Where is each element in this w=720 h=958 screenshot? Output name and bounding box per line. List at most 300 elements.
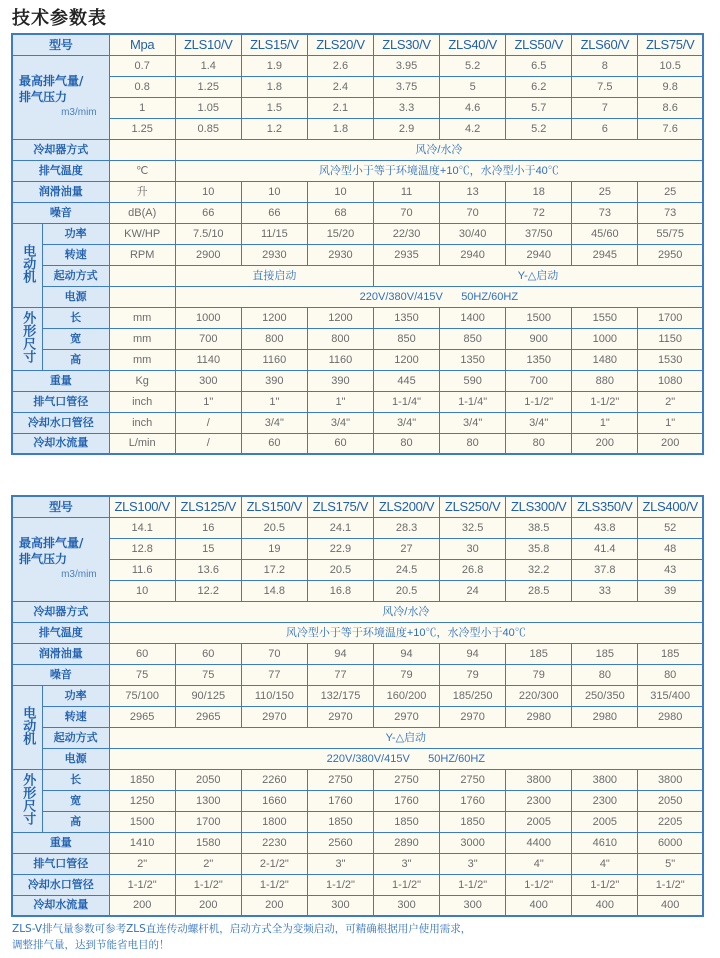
row-label-water-flow: 冷却水流量: [12, 433, 109, 454]
header-model-name: ZLS40/V: [440, 34, 506, 55]
air-label-line-2: 排气压力: [19, 90, 68, 104]
table-row: [12, 118, 703, 139]
value-cell: 250/350: [572, 685, 638, 706]
air-value-cell: 32.2: [506, 559, 572, 580]
value-cell: 160/200: [374, 685, 440, 706]
air-value-cell: 7.5: [572, 76, 638, 97]
value-cell: 70: [440, 202, 506, 223]
start-value-star-delta: Y-△启动: [374, 265, 704, 286]
value-cell: 68: [307, 202, 373, 223]
unit-cell: 升: [109, 181, 175, 202]
air-value-cell: 2.4: [307, 76, 373, 97]
value-cell: 2965: [175, 706, 241, 727]
header-model-name: ZLS15/V: [241, 34, 307, 55]
value-cell: 2300: [572, 790, 638, 811]
air-value-cell: 1.25: [175, 76, 241, 97]
value-cell: 10: [241, 181, 307, 202]
value-cell: 4": [506, 853, 572, 874]
table-row: [12, 496, 703, 517]
air-value-cell: 17.2: [241, 559, 307, 580]
value-cell: 1-1/2": [374, 874, 440, 895]
value-cell: 2970: [374, 706, 440, 727]
value-cell: 390: [307, 370, 373, 391]
value-cell: 1-1/2": [506, 874, 572, 895]
value-cell: 2970: [307, 706, 373, 727]
header-model-name: ZLS50/V: [506, 34, 572, 55]
table-row: [12, 286, 703, 307]
air-value-cell: 28.5: [506, 580, 572, 601]
table-row: [12, 76, 703, 97]
value-cell: 1350: [506, 349, 572, 370]
value-cell: 66: [175, 202, 241, 223]
table-row: [12, 223, 703, 244]
value-cell: 1580: [175, 832, 241, 853]
value-cell: 1350: [374, 307, 440, 328]
row-label-width: 宽: [42, 790, 109, 811]
value-cell: 1200: [307, 307, 373, 328]
value-cell: 2980: [506, 706, 572, 727]
header-model-name: ZLS200/V: [374, 496, 440, 517]
row-label-width: 宽: [42, 328, 109, 349]
value-cell: 15/20: [307, 223, 373, 244]
table-row: [12, 55, 703, 76]
header-model-name: ZLS100/V: [109, 496, 175, 517]
value-cell: 1-1/2": [572, 391, 638, 412]
air-value-cell: 19: [241, 538, 307, 559]
air-unit-label: m3/mim: [61, 569, 97, 580]
value-cell: 1760: [440, 790, 506, 811]
header-model-name: ZLS20/V: [307, 34, 373, 55]
value-cell: 3": [374, 853, 440, 874]
air-value-cell: 8.6: [638, 97, 703, 118]
row-label-supply: 电源: [42, 286, 109, 307]
value-cell: 1160: [307, 349, 373, 370]
value-cell: 1-1/2": [307, 874, 373, 895]
value-cell: 1800: [241, 811, 307, 832]
value-cell: 1550: [572, 307, 638, 328]
value-cell: 850: [440, 328, 506, 349]
header-unit: Mpa: [109, 34, 175, 55]
value-cell: 70: [374, 202, 440, 223]
value-cell: 3/4": [241, 412, 307, 433]
value-cell: 2": [109, 853, 175, 874]
air-value-cell: 8: [572, 55, 638, 76]
air-value-cell: 5.2: [440, 55, 506, 76]
row-label-cooling: 冷却器方式: [12, 601, 109, 622]
value-cell: 3": [307, 853, 373, 874]
group-label-motor-text: 电动机: [20, 243, 36, 283]
value-cell: 2965: [109, 706, 175, 727]
row-label-water-port: 冷却水口管径: [12, 874, 109, 895]
value-cell: 80: [506, 433, 572, 454]
start-value: Y-△启动: [109, 727, 703, 748]
row-label-start: 起动方式: [42, 727, 109, 748]
value-cell: 13: [440, 181, 506, 202]
air-value-cell: 28.3: [374, 517, 440, 538]
value-cell: 1080: [638, 370, 703, 391]
air-value-cell: 16.8: [307, 580, 373, 601]
value-cell: 185/250: [440, 685, 506, 706]
row-label-air-pressure: [12, 517, 109, 601]
value-cell: /: [175, 412, 241, 433]
group-label-dimensions-text: 外形尺寸: [20, 772, 36, 825]
start-value-direct: 直接启动: [175, 265, 373, 286]
value-cell: 800: [241, 328, 307, 349]
air-value-cell: 12.2: [175, 580, 241, 601]
row-label-oil: 润滑油量: [12, 181, 109, 202]
value-cell: 1160: [241, 349, 307, 370]
row-label-water-port: 冷却水口管径: [12, 412, 109, 433]
value-cell: 55/75: [638, 223, 703, 244]
value-cell: 80: [440, 433, 506, 454]
value-cell: 72: [506, 202, 572, 223]
value-cell: 2": [175, 853, 241, 874]
value-cell: 37/50: [506, 223, 572, 244]
value-cell: 94: [307, 643, 373, 664]
value-cell: 3/4": [374, 412, 440, 433]
value-cell: 445: [374, 370, 440, 391]
table-row: [12, 769, 703, 790]
air-value-cell: 15: [175, 538, 241, 559]
air-label-line-1: 最高排气量/: [19, 536, 84, 550]
value-cell: 77: [241, 664, 307, 685]
air-value-cell: 20.5: [374, 580, 440, 601]
value-cell: 77: [307, 664, 373, 685]
group-label-dimensions: [12, 769, 42, 832]
air-value-cell: 14.1: [109, 517, 175, 538]
header-model: 型号: [12, 496, 109, 517]
air-value-cell: 4.6: [440, 97, 506, 118]
value-cell: 75: [109, 664, 175, 685]
header-model-name: ZLS150/V: [241, 496, 307, 517]
air-value-cell: 30: [440, 538, 506, 559]
value-cell: 2750: [307, 769, 373, 790]
table-row: [12, 790, 703, 811]
air-value-cell: 32.5: [440, 517, 506, 538]
air-value-cell: 7.6: [638, 118, 703, 139]
pressure-cell: 1.25: [109, 118, 175, 139]
value-cell: /: [175, 433, 241, 454]
value-cell: 11/15: [241, 223, 307, 244]
header-model-name: ZLS75/V: [638, 34, 703, 55]
header-model-name: ZLS350/V: [572, 496, 638, 517]
table-row: [12, 874, 703, 895]
value-cell: 70: [241, 643, 307, 664]
air-value-cell: 24.5: [374, 559, 440, 580]
value-cell: 1000: [572, 328, 638, 349]
value-cell: 4610: [572, 832, 638, 853]
value-cell: 3800: [638, 769, 703, 790]
table-row: [12, 811, 703, 832]
row-label-weight: 重量: [12, 370, 109, 391]
value-cell: 2": [638, 391, 703, 412]
unit-cell: mm: [109, 307, 175, 328]
air-value-cell: 6: [572, 118, 638, 139]
group-label-dimensions: [12, 307, 42, 370]
value-cell: 1": [175, 391, 241, 412]
value-cell: 1": [307, 391, 373, 412]
value-cell: 4": [572, 853, 638, 874]
unit-cell: Kg: [109, 370, 175, 391]
value-cell: 220/300: [506, 685, 572, 706]
air-value-cell: 7: [572, 97, 638, 118]
table-row: [12, 412, 703, 433]
value-cell: 110/150: [241, 685, 307, 706]
row-label-outlet: 排气口管径: [12, 853, 109, 874]
value-cell: 200: [638, 433, 703, 454]
air-value-cell: 5.7: [506, 97, 572, 118]
air-value-cell: 13.6: [175, 559, 241, 580]
value-cell: 1700: [638, 307, 703, 328]
air-value-cell: 27: [374, 538, 440, 559]
value-cell: 73: [638, 202, 703, 223]
value-cell: 2230: [241, 832, 307, 853]
value-cell: 850: [374, 328, 440, 349]
value-cell: 2050: [175, 769, 241, 790]
group-label-dimensions-text: 外形尺寸: [20, 310, 36, 363]
value-cell: 60: [307, 433, 373, 454]
value-cell: 1": [638, 412, 703, 433]
unit-cell: RPM: [109, 244, 175, 265]
value-cell: 400: [638, 895, 703, 916]
value-cell: 73: [572, 202, 638, 223]
air-value-cell: 2.1: [307, 97, 373, 118]
value-cell: 800: [307, 328, 373, 349]
air-value-cell: 52: [638, 517, 703, 538]
value-cell: 5": [638, 853, 703, 874]
value-cell: 1250: [109, 790, 175, 811]
row-label-exhaust-temp: 排气温度: [12, 160, 109, 181]
value-cell: 400: [572, 895, 638, 916]
value-cell: 1-1/2": [175, 874, 241, 895]
value-cell: 60: [241, 433, 307, 454]
spec-table-2: [11, 495, 704, 917]
value-cell: 590: [440, 370, 506, 391]
unit-cell: ℃: [109, 160, 175, 181]
value-cell: 1": [241, 391, 307, 412]
group-label-motor: [12, 223, 42, 307]
value-cell: 185: [572, 643, 638, 664]
air-value-cell: 10.5: [638, 55, 703, 76]
value-cell: 2945: [572, 244, 638, 265]
page-title: 技术参数表: [12, 8, 107, 29]
air-value-cell: 5.2: [506, 118, 572, 139]
value-cell: 2970: [241, 706, 307, 727]
table-row: [12, 664, 703, 685]
air-value-cell: 1.05: [175, 97, 241, 118]
row-label-cooling: 冷却器方式: [12, 139, 109, 160]
table-row: [12, 391, 703, 412]
air-value-cell: 1.8: [241, 76, 307, 97]
table-row: [12, 580, 703, 601]
value-cell: 2750: [374, 769, 440, 790]
air-value-cell: 41.4: [572, 538, 638, 559]
value-cell: 25: [638, 181, 703, 202]
air-value-cell: 20.5: [241, 517, 307, 538]
table-row: [12, 538, 703, 559]
table-row: [12, 433, 703, 454]
air-value-cell: 43: [638, 559, 703, 580]
value-cell: 6000: [638, 832, 703, 853]
air-value-cell: 24.1: [307, 517, 373, 538]
value-cell: 7.5/10: [175, 223, 241, 244]
pressure-cell: 0.7: [109, 55, 175, 76]
value-cell: 2930: [241, 244, 307, 265]
air-value-cell: 1.5: [241, 97, 307, 118]
air-unit-label: m3/mim: [61, 107, 97, 118]
table-row: [12, 307, 703, 328]
spec-table-1: [11, 33, 704, 455]
value-cell: 300: [374, 895, 440, 916]
row-label-power: 功率: [42, 223, 109, 244]
value-cell: 1300: [175, 790, 241, 811]
value-cell: 80: [374, 433, 440, 454]
air-value-cell: 38.5: [506, 517, 572, 538]
value-cell: 2750: [440, 769, 506, 790]
header-model: 型号: [12, 34, 109, 55]
value-cell: 60: [109, 643, 175, 664]
value-cell: 79: [374, 664, 440, 685]
value-cell: 2900: [175, 244, 241, 265]
value-cell: 2260: [241, 769, 307, 790]
table-row: [12, 265, 703, 286]
unit-cell: inch: [109, 412, 175, 433]
value-cell: 300: [175, 370, 241, 391]
header-model-name: ZLS60/V: [572, 34, 638, 55]
value-cell: 700: [506, 370, 572, 391]
unit-cell: mm: [109, 328, 175, 349]
table-row: [12, 202, 703, 223]
air-value-cell: 1.8: [307, 118, 373, 139]
row-label-length: 长: [42, 769, 109, 790]
value-cell: 1500: [109, 811, 175, 832]
value-cell: 2005: [506, 811, 572, 832]
value-cell: 1-1/2": [572, 874, 638, 895]
air-value-cell: 1.4: [175, 55, 241, 76]
row-label-speed: 转速: [42, 706, 109, 727]
value-cell: 880: [572, 370, 638, 391]
footnote-line-1: ZLS-V排气量参数可参考ZLS直连传动螺杆机，启动方式全为变频启动，可精确根据用户使用需求，: [12, 923, 472, 935]
value-cell: 1850: [307, 811, 373, 832]
value-cell: 200: [109, 895, 175, 916]
value-cell: 80: [638, 664, 703, 685]
unit-cell: mm: [109, 349, 175, 370]
value-cell: 22/30: [374, 223, 440, 244]
pressure-cell: 0.8: [109, 76, 175, 97]
value-cell: 300: [307, 895, 373, 916]
value-cell: 1200: [374, 349, 440, 370]
value-cell: 75: [175, 664, 241, 685]
value-cell: 2940: [506, 244, 572, 265]
value-cell: 66: [241, 202, 307, 223]
unit-cell-empty: [109, 265, 175, 286]
value-cell: 1-1/2": [440, 874, 506, 895]
table-row: [12, 748, 703, 769]
unit-cell-empty: [109, 139, 175, 160]
air-value-cell: 24: [440, 580, 506, 601]
table-row: [12, 244, 703, 265]
exhaust-temp-value: 风冷型小于等于环境温度+10℃，水冷型小于40℃: [175, 160, 703, 181]
value-cell: 79: [506, 664, 572, 685]
value-cell: 3000: [440, 832, 506, 853]
value-cell: 185: [638, 643, 703, 664]
value-cell: 90/125: [175, 685, 241, 706]
row-label-length: 长: [42, 307, 109, 328]
footnote-line-2: 调整排气量，达到节能省电目的！: [12, 939, 170, 951]
row-label-height: 高: [42, 811, 109, 832]
value-cell: 700: [175, 328, 241, 349]
air-value-cell: 1.2: [241, 118, 307, 139]
row-label-water-flow: 冷却水流量: [12, 895, 109, 916]
table-row: [12, 517, 703, 538]
value-cell: 200: [175, 895, 241, 916]
row-label-power: 功率: [42, 685, 109, 706]
value-cell: 2205: [638, 811, 703, 832]
air-value-cell: 39: [638, 580, 703, 601]
cooling-value: 风冷/水冷: [109, 601, 703, 622]
table-row: [12, 139, 703, 160]
air-value-cell: 2.9: [374, 118, 440, 139]
table-row: [12, 601, 703, 622]
value-cell: 300: [440, 895, 506, 916]
air-value-cell: 6.2: [506, 76, 572, 97]
value-cell: 2980: [638, 706, 703, 727]
table-row: [12, 727, 703, 748]
value-cell: 3800: [572, 769, 638, 790]
air-value-cell: 4.2: [440, 118, 506, 139]
air-value-cell: 0.85: [175, 118, 241, 139]
air-value-cell: 3.3: [374, 97, 440, 118]
header-model-name: ZLS400/V: [638, 496, 703, 517]
group-label-motor: [12, 685, 42, 769]
air-value-cell: 48: [638, 538, 703, 559]
header-model-name: ZLS300/V: [506, 496, 572, 517]
value-cell: 1-1/4": [374, 391, 440, 412]
value-cell: 1140: [175, 349, 241, 370]
header-model-name: ZLS250/V: [440, 496, 506, 517]
value-cell: 2050: [638, 790, 703, 811]
row-label-speed: 转速: [42, 244, 109, 265]
value-cell: 1400: [440, 307, 506, 328]
air-value-cell: 1.9: [241, 55, 307, 76]
table-row: [12, 559, 703, 580]
exhaust-temp-value: 风冷型小于等于环境温度+10℃，水冷型小于40℃: [109, 622, 703, 643]
value-cell: 60: [175, 643, 241, 664]
value-cell: 1850: [440, 811, 506, 832]
air-value-cell: 14.8: [241, 580, 307, 601]
value-cell: 1760: [374, 790, 440, 811]
air-value-cell: 10: [109, 580, 175, 601]
value-cell: 1660: [241, 790, 307, 811]
value-cell: 2005: [572, 811, 638, 832]
value-cell: 2560: [307, 832, 373, 853]
air-value-cell: 9.8: [638, 76, 703, 97]
air-label-line-1: 最高排气量/: [19, 74, 84, 88]
air-value-cell: 11.6: [109, 559, 175, 580]
air-value-cell: 20.5: [307, 559, 373, 580]
value-cell: 3/4": [440, 412, 506, 433]
value-cell: 18: [506, 181, 572, 202]
table-row: [12, 895, 703, 916]
header-model-name: ZLS10/V: [175, 34, 241, 55]
value-cell: 10: [307, 181, 373, 202]
value-cell: 2890: [374, 832, 440, 853]
value-cell: 1-1/2": [506, 391, 572, 412]
table-row: [12, 181, 703, 202]
air-value-cell: 12.8: [109, 538, 175, 559]
value-cell: 1000: [175, 307, 241, 328]
value-cell: 94: [374, 643, 440, 664]
